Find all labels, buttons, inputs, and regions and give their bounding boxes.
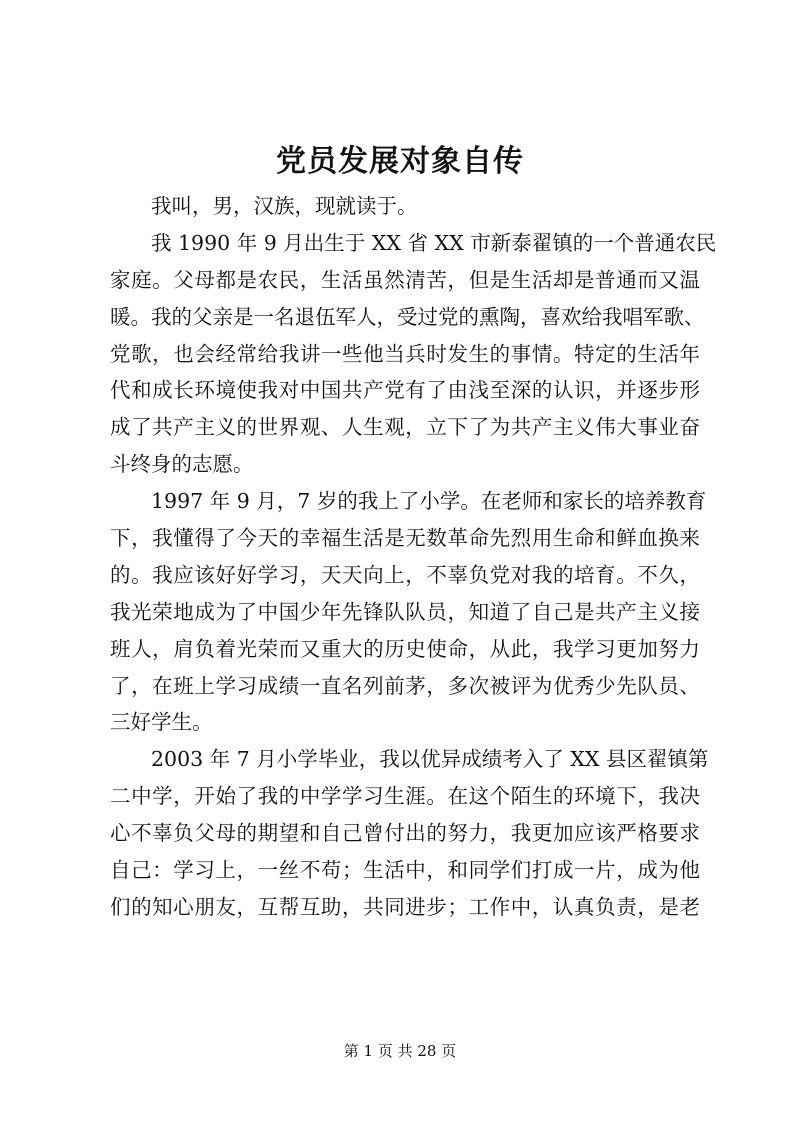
page-number-footer: 第 1 页 共 28 页 bbox=[343, 1042, 457, 1060]
paragraph-line: 代和成长环境使我对中国共产党有了由浅至深的认识，并逐步形 bbox=[110, 378, 700, 403]
paragraph-line: 我光荣地成为了中国少年先锋队队员，知道了自己是共产主义接 bbox=[110, 599, 700, 624]
paragraph-line: 自己：学习上，一丝不苟；生活中，和同学们打成一片，成为他 bbox=[110, 858, 700, 883]
paragraph-line: 三好学生。 bbox=[110, 710, 213, 735]
paragraph-line: 党歌，也会经常给我讲一些他当兵时发生的事情。特定的生活年 bbox=[110, 341, 700, 366]
document-body bbox=[110, 188, 717, 926]
paragraph-line: 我叫，男，汉族，现就读于。 bbox=[151, 194, 418, 218]
paragraph-line: 2003 年 7 月小学毕业，我以优异成绩考入了 XX 县区翟镇第 bbox=[151, 747, 709, 772]
paragraph-line: 我 1990 年 9 月出生于 XX 省 XX 市新泰翟镇的一个普通农民 bbox=[151, 230, 717, 255]
paragraph-line: 1997 年 9 月，7 岁的我上了小学。在老师和家长的培养教育 bbox=[151, 489, 707, 514]
paragraph-line: 的。我应该好好学习，天天向上，不辜负党对我的培育。不久， bbox=[110, 562, 700, 587]
paragraph-line: 成了共产主义的世界观、人生观，立下了为共产主义伟大事业奋 bbox=[110, 415, 700, 440]
paragraph-line: 暖。我的父亲是一名退伍军人，受过党的熏陶，喜欢给我唱军歌、 bbox=[110, 304, 705, 329]
paragraph-line: 二中学，开始了我的中学学习生涯。在这个陌生的环境下，我决 bbox=[110, 784, 700, 809]
paragraph-line: 家庭。父母都是农民，生活虽然清苦，但是生活却是普通而又温 bbox=[110, 267, 700, 292]
document-title: 党员发展对象自传 bbox=[276, 144, 524, 179]
paragraph-line: 了，在班上学习成绩一直名列前茅，多次被评为优秀少先队员、 bbox=[110, 673, 700, 698]
paragraph-line: 斗终身的志愿。 bbox=[110, 452, 254, 477]
paragraph-line: 班人，肩负着光荣而又重大的历史使命，从此，我学习更加努力 bbox=[110, 636, 700, 661]
paragraph-line: 心不辜负父母的期望和自己曾付出的努力，我更加应该严格要求 bbox=[110, 821, 700, 846]
paragraph-line: 们的知心朋友，互帮互助，共同进步；工作中，认真负责，是老 bbox=[110, 894, 700, 919]
paragraph-line: 下，我懂得了今天的幸福生活是无数革命先烈用生命和鲜血换来 bbox=[110, 526, 700, 551]
